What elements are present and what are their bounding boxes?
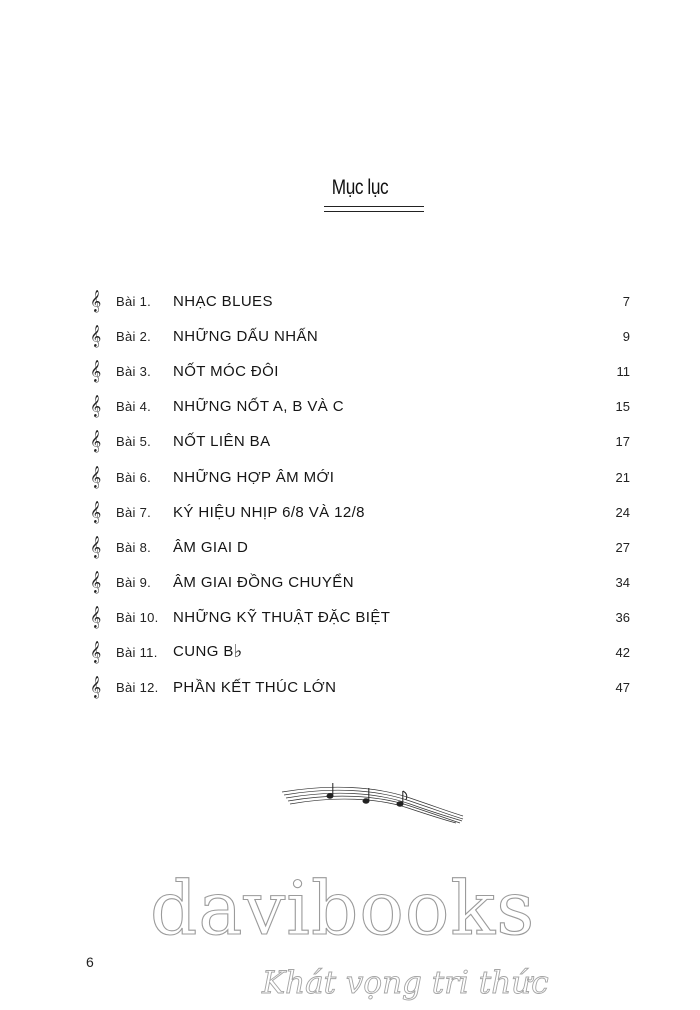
lesson-title: NỐT LIÊN BA <box>173 433 271 451</box>
lesson-number: Bài 2. <box>116 329 152 345</box>
lesson-title: ÂM GIAI ĐỒNG CHUYỂN <box>173 573 354 591</box>
toc-entry <box>90 530 630 565</box>
lesson-page: 17 <box>615 434 630 450</box>
lesson-title: NHỮNG NỐT A, B VÀ C <box>173 398 344 416</box>
toc-title: Mục lục <box>331 176 389 199</box>
lesson-number: Bài 10. <box>116 609 159 625</box>
lesson-page: 27 <box>615 539 630 555</box>
music-staff-ornament-icon <box>280 776 465 824</box>
lesson-page: 21 <box>615 469 630 485</box>
toc-entry <box>90 354 630 389</box>
lesson-page: 15 <box>615 399 630 415</box>
lesson-title: NỐT MÓC ĐÔI <box>173 363 279 381</box>
lesson-number: Bài 8. <box>116 539 152 555</box>
lesson-number: Bài 3. <box>116 364 152 380</box>
toc-entry <box>90 459 630 494</box>
lesson-page: 11 <box>616 364 630 380</box>
lesson-title: NHỮNG KỸ THUẬT ĐẶC BIỆT <box>173 608 391 626</box>
treble-clef-icon: 𝄞 <box>90 325 102 348</box>
toc-entry <box>90 600 630 635</box>
treble-clef-icon: 𝄞 <box>90 290 102 313</box>
treble-clef-icon: 𝄞 <box>90 605 102 628</box>
lesson-title: NHỮNG HỢP ÂM MỚI <box>173 468 335 486</box>
toc-entry <box>90 670 630 705</box>
lesson-title: KÝ HIỆU NHỊP 6/8 VÀ 12/8 <box>173 503 365 521</box>
lesson-number: Bài 5. <box>116 434 152 450</box>
lesson-number: Bài 7. <box>116 504 152 520</box>
lesson-page: 7 <box>622 294 630 310</box>
toc-entry <box>90 495 630 530</box>
lesson-number: Bài 11. <box>116 644 158 660</box>
lesson-number: Bài 6. <box>116 469 152 485</box>
toc-list <box>90 284 630 705</box>
lesson-number: Bài 4. <box>116 399 152 415</box>
lesson-number: Bài 12. <box>116 680 159 696</box>
lesson-title: PHẦN KẾT THÚC LỚN <box>173 679 337 697</box>
toc-entry <box>90 424 630 459</box>
lesson-page: 24 <box>615 504 630 520</box>
lesson-title-with-flat <box>173 643 590 661</box>
treble-clef-icon: 𝄞 <box>90 640 102 663</box>
treble-clef-icon: 𝄞 <box>90 570 102 593</box>
lesson-number: Bài 9. <box>116 574 152 590</box>
title-underline <box>324 206 424 212</box>
lesson-title: NHỮNG DẤU NHẤN <box>173 328 319 346</box>
treble-clef-icon: 𝄞 <box>90 676 102 699</box>
toc-entry <box>90 565 630 600</box>
treble-clef-icon: 𝄞 <box>90 395 102 418</box>
treble-clef-icon: 𝄞 <box>90 535 102 558</box>
treble-clef-icon: 𝄞 <box>90 360 102 383</box>
treble-clef-icon: 𝄞 <box>90 430 102 453</box>
lesson-page: 47 <box>615 680 630 696</box>
lesson-title: CUNG B <box>173 643 234 661</box>
lesson-title: NHẠC BLUES <box>173 293 273 311</box>
toc-entry <box>90 319 630 354</box>
lesson-number: Bài 1. <box>116 294 152 310</box>
treble-clef-icon: 𝄞 <box>90 500 102 523</box>
lesson-page: 9 <box>622 329 630 345</box>
flat-sign-icon: ♭ <box>233 641 243 663</box>
toc-entry <box>90 389 630 424</box>
watermark-brand: davibooks <box>150 866 536 952</box>
lesson-page: 42 <box>615 644 630 660</box>
toc-entry <box>90 284 630 319</box>
watermark-tagline: Khát vọng tri thức <box>262 965 549 1001</box>
lesson-page: 36 <box>615 609 630 625</box>
page-number: 6 <box>86 954 94 970</box>
treble-clef-icon: 𝄞 <box>90 465 102 488</box>
toc-entry <box>90 635 630 670</box>
lesson-page: 34 <box>615 574 630 590</box>
lesson-title: ÂM GIAI D <box>173 538 249 556</box>
